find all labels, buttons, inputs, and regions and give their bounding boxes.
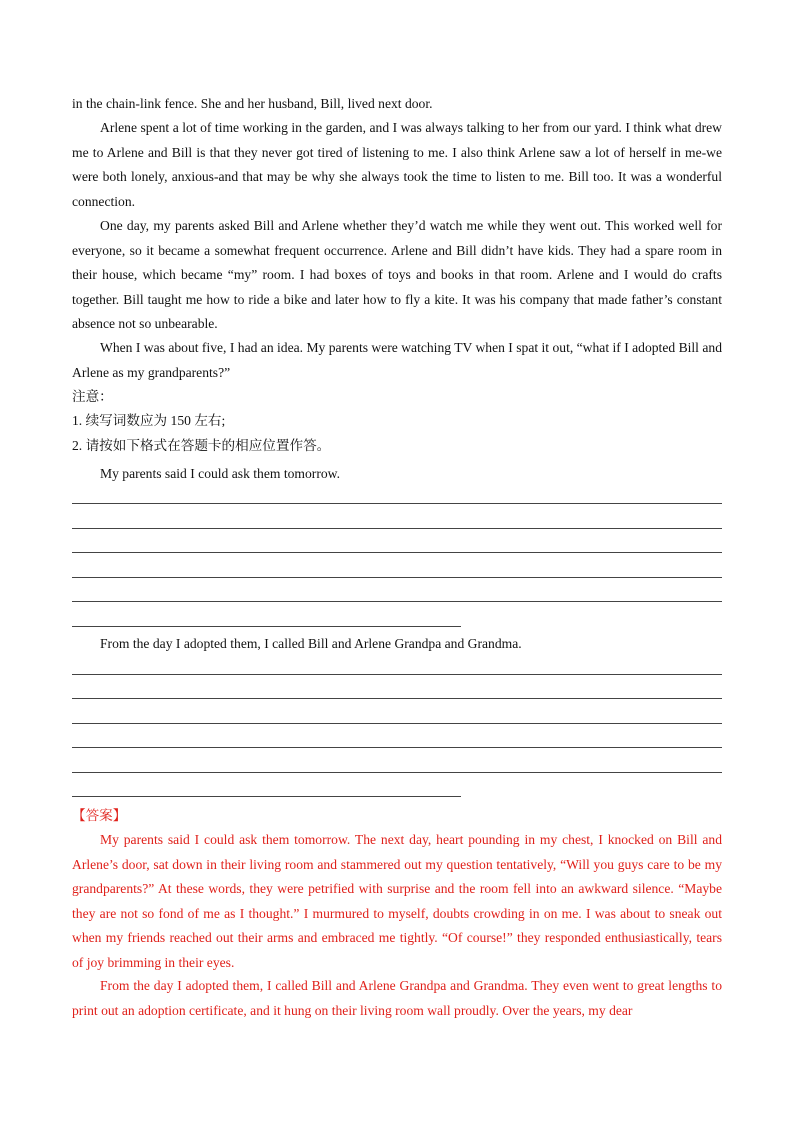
answer-line	[72, 747, 722, 748]
passage-line-0: in the chain-link fence. She and her husband, Bill, lived next door.	[72, 96, 433, 111]
answer-line	[72, 503, 722, 504]
notes-heading: 注意：	[72, 389, 113, 404]
answer-paragraph-2: From the day I adopted them, I called Bill and Arlene Grandpa and Grandma. They even went to great lengths to print out an adoption certificate, and it hung on their living room wall proudly. Over the years, my dear	[72, 978, 722, 1018]
answer-line	[72, 601, 722, 602]
answer-line	[72, 626, 461, 627]
answer-label: 【答案】	[72, 808, 127, 823]
answer-line	[72, 796, 461, 797]
answer-line	[72, 528, 722, 529]
answer-line	[72, 577, 722, 578]
answer-line	[72, 772, 722, 773]
passage-paragraph-3: When I was about five, I had an idea. My parents were watching TV when I spat it out, “what if I adopted Bill and Arlene as my grandparents?”	[72, 340, 722, 380]
notes-item-1: 1. 续写词数应为 150 左右;	[72, 413, 226, 428]
passage-paragraph-2: One day, my parents asked Bill and Arlene whether they’d watch me while they went out. This worked well for everyone, so it became a somewhat frequent occurrence. Arlene and Bill didn’t have kids. They had a spare room in their house, which became “my” room. I had boxes of toys and books in that room. Arlene and I would do crafts together. Bill taught me how to ride a bike and later how to fly a kite. It was his company that made father’s constant absence not so unbearable.	[72, 218, 722, 331]
prompt-paragraph-2: From the day I adopted them, I called Bill and Arlene Grandpa and Grandma.	[100, 636, 522, 651]
passage-paragraph-1: Arlene spent a lot of time working in the garden, and I was always talking to her from our yard. I think what drew me to Arlene and Bill is that they never got tired of listening to me. I also think Arlene saw a lot of herself in me-we were both lonely, anxious-and that may be why she always took the time to listen to me. Bill too. It was a wonderful connection.	[72, 120, 722, 209]
answer-line	[72, 698, 722, 699]
prompt-paragraph-1: My parents said I could ask them tomorrow.	[100, 466, 340, 481]
answer-paragraph-1: My parents said I could ask them tomorrow. The next day, heart pounding in my chest, I knocked on Bill and Arlene’s door, sat down in their living room and stammered out my question tentatively, “Will you guys care to be my grandparents?” At these words, they were petrified with surprise and the room fell into an awkward silence. “Maybe they are not so fond of me as I thought.” I murmured to myself, doubts crowding in on me. I was about to sneak out when my friends reached out their arms and embraced me tightly. “Of course!” they responded enthusiastically, tears of joy brimming in their eyes.	[72, 832, 722, 970]
answer-line	[72, 552, 722, 553]
notes-item-2: 2. 请按如下格式在答题卡的相应位置作答。	[72, 438, 331, 453]
answer-line	[72, 723, 722, 724]
answer-line	[72, 674, 722, 675]
